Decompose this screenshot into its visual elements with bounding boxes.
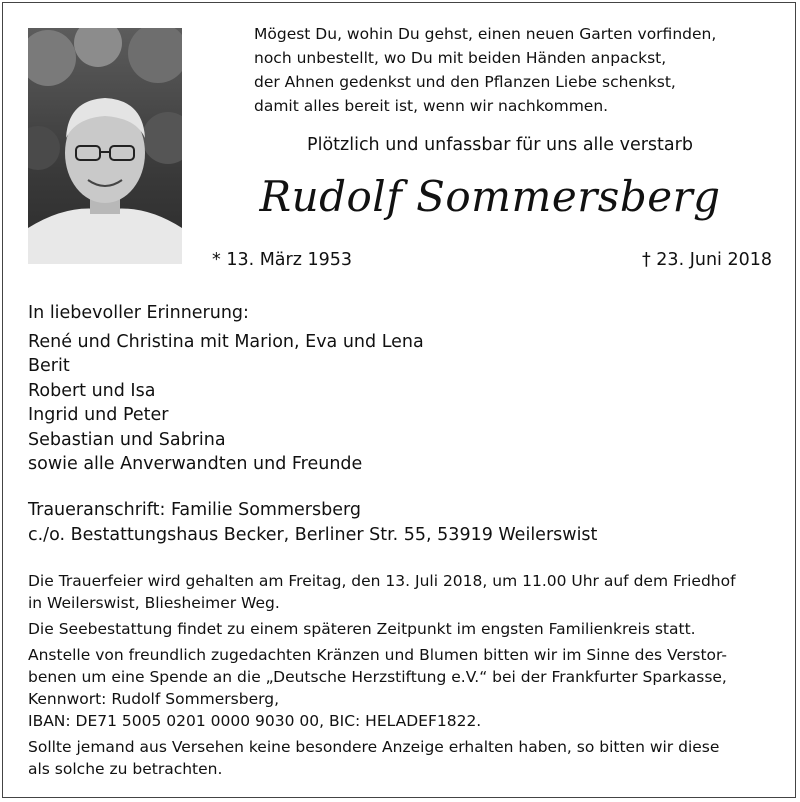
birth-date: * 13. März 1953 (212, 250, 353, 270)
notice-line: Die Seebestattung findet zu einem späteren Zeitpunkt im engsten Familienkreis statt. (28, 620, 696, 638)
poem-line: damit alles bereit ist, wenn wir nachkommen. (254, 97, 609, 115)
address-line: c./o. Bestattungshaus Becker, Berliner Str. 55, 53919 Weilerswist (28, 524, 598, 545)
portrait-photo-icon (28, 28, 182, 264)
notice-line: Die Trauerfeier wird gehalten am Freitag, den 13. Juli 2018, um 11.00 Uhr auf dem Friedhof (28, 572, 736, 590)
poem-line: Mögest Du, wohin Du gehst, einen neuen Garten vorfinden, (254, 25, 717, 43)
intro-text: Plötzlich und unfassbar für uns alle verstarb (307, 135, 693, 155)
portrait-photo (28, 28, 182, 264)
death-date: † 23. Juni 2018 (641, 250, 772, 270)
mourner-line: Ingrid und Peter (28, 405, 169, 425)
poem (254, 22, 774, 118)
notice-line: als solche zu betrachten. (28, 760, 223, 778)
notice-line: Kennwort: Rudolf Sommersberg, (28, 690, 279, 708)
address-line: Traueranschrift: Familie Sommersberg (28, 500, 361, 520)
mourner-line: Sebastian und Sabrina (28, 429, 226, 450)
mourning-address (28, 498, 768, 547)
notice-line: benen um eine Spende an die „Deutsche Herzstiftung e.V.“ bei der Frankfurter Sparkasse, (28, 668, 727, 686)
notice-line: Sollte jemand aus Versehen keine besondere Anzeige erhalten haben, so bitten wir diese (28, 738, 720, 756)
mourner-line: Robert und Isa (28, 380, 156, 401)
funeral-notice (28, 570, 774, 780)
mourner-line: René und Christina mit Marion, Eva und Lena (28, 331, 424, 352)
notice-line: IBAN: DE71 5005 0201 0000 9030 00, BIC: HELADEF1822. (28, 712, 482, 730)
deceased-name: Rudolf Sommersberg (259, 172, 721, 221)
poem-line: noch unbestellt, wo Du mit beiden Händen anpackst, (254, 49, 667, 67)
notice-line: Anstelle von freundlich zugedachten Kränzen und Blumen bitten wir im Sinne des Verstor- (28, 646, 727, 664)
memory-lead: In liebevoller Erinnerung: (28, 303, 249, 323)
mourner-line: sowie alle Anverwandten und Freunde (28, 454, 363, 474)
mourner-line: Berit (28, 356, 70, 376)
poem-line: der Ahnen gedenkst und den Pflanzen Liebe schenkst, (254, 73, 676, 91)
notice-line: in Weilerswist, Bliesheimer Weg. (28, 594, 280, 612)
memory-section (28, 301, 768, 477)
